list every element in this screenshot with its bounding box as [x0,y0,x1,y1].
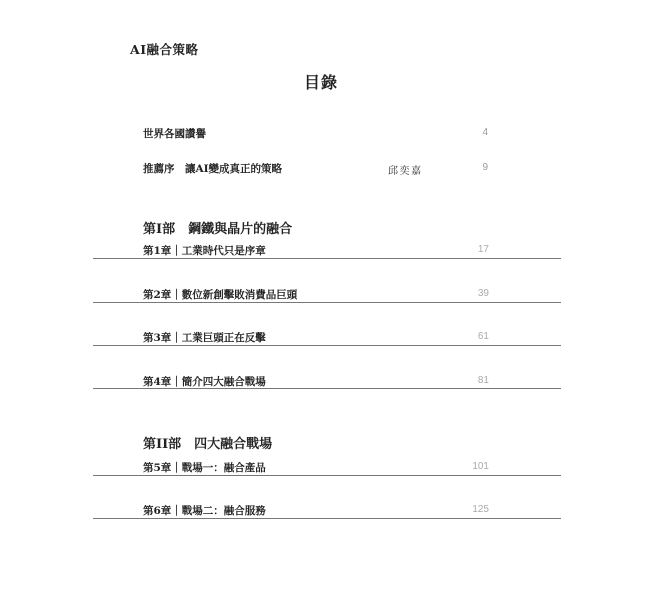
chapter-1-divider [93,258,561,259]
chapter-5-title[interactable]: 第5章｜戰場一：融合產品 [143,462,266,474]
part-1-title[interactable]: 第I部 鋼鐵與晶片的融合 [143,222,293,237]
chapter-2-divider [93,302,561,303]
chapter-3-title[interactable]: 第3章｜工業巨頭正在反擊 [143,332,266,344]
chapter-4-page: 81 [477,375,489,386]
chapter-4-divider [93,388,561,389]
part-2-title[interactable]: 第II部 四大融合戰場 [143,437,273,452]
chapter-4-title[interactable]: 第4章｜簡介四大融合戰場 [143,376,266,388]
book-title: AI融合策略 [130,42,199,57]
chapter-5-divider [93,475,561,476]
toc-entry-praise-page: 4 [482,127,488,138]
toc-entry-foreword-author: 邱奕嘉 [388,166,423,177]
toc-entry-foreword[interactable]: 推薦序 讓AI變成真正的策略 [143,163,283,175]
toc-heading: 目錄 [304,73,339,92]
chapter-6-page: 125 [472,504,489,515]
chapter-5-page: 101 [472,461,489,472]
chapter-2-page: 39 [477,288,489,299]
chapter-2-title[interactable]: 第2章｜數位新創擊敗消費品巨頭 [143,289,298,301]
chapter-3-page: 61 [477,331,489,342]
toc-entry-foreword-page: 9 [482,162,488,173]
chapter-3-divider [93,345,561,346]
chapter-6-title[interactable]: 第6章｜戰場二：融合服務 [143,505,266,517]
toc-entry-praise[interactable]: 世界各國讚譽 [143,128,206,140]
chapter-1-page: 17 [477,244,489,255]
chapter-1-title[interactable]: 第1章｜工業時代只是序章 [143,245,266,257]
chapter-6-divider [93,518,561,519]
